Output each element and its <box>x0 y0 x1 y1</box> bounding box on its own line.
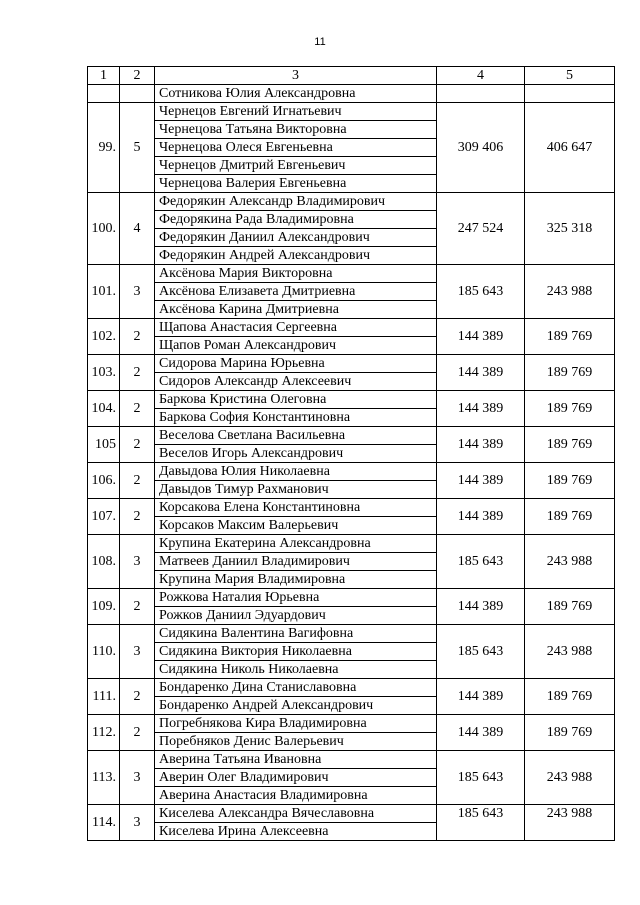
person-name: Корсакова Елена Константиновна <box>155 499 437 517</box>
amount-col-5: 189 769 <box>525 319 615 355</box>
amount-col-5: 189 769 <box>525 427 615 463</box>
table-body <box>88 85 615 841</box>
table-row <box>88 355 615 373</box>
row-number: 103. <box>88 355 120 391</box>
family-size: 2 <box>120 355 155 391</box>
family-size: 3 <box>120 265 155 319</box>
amount-col-5: 243 988 <box>525 265 615 319</box>
person-name: Киселева Александра Вячеславовна <box>155 805 437 823</box>
family-size: 5 <box>120 103 155 193</box>
table-row <box>88 85 615 103</box>
family-size: 4 <box>120 193 155 265</box>
row-number: 100. <box>88 193 120 265</box>
amount-col-4: 144 389 <box>437 319 525 355</box>
person-name: Федорякин Андрей Александрович <box>155 247 437 265</box>
family-size: 2 <box>120 427 155 463</box>
amount-col-5 <box>525 85 615 103</box>
amount-col-5: 189 769 <box>525 589 615 625</box>
header-col-2: 2 <box>120 67 155 85</box>
table-row <box>88 589 615 607</box>
amount-col-4: 144 389 <box>437 427 525 463</box>
table-row <box>88 499 615 517</box>
amount-col-4: 144 389 <box>437 499 525 535</box>
person-name: Чернецова Татьяна Викторовна <box>155 121 437 139</box>
amount-col-5: 189 769 <box>525 463 615 499</box>
person-name: Баркова Кристина Олеговна <box>155 391 437 409</box>
table-row <box>88 319 615 337</box>
person-name: Крупина Екатерина Александровна <box>155 535 437 553</box>
amount-col-5: 243 988 <box>525 535 615 589</box>
family-size: 3 <box>120 751 155 805</box>
amount-col-4: 185 643 <box>437 625 525 679</box>
person-name: Веселова Светлана Васильевна <box>155 427 437 445</box>
amount-col-5: 406 647 <box>525 103 615 193</box>
person-name: Рожков Даниил Эдуардович <box>155 607 437 625</box>
amount-col-5: 189 769 <box>525 499 615 535</box>
amount-col-4: 309 406 <box>437 103 525 193</box>
amount-col-5: 243 988 <box>525 625 615 679</box>
person-name: Поребняков Денис Валерьевич <box>155 733 437 751</box>
person-name: Чернецов Дмитрий Евгеньевич <box>155 157 437 175</box>
amount-col-5: 325 318 <box>525 193 615 265</box>
table-row <box>88 463 615 481</box>
header-col-3: 3 <box>155 67 437 85</box>
person-name: Аксёнова Мария Викторовна <box>155 265 437 283</box>
row-number: 114. <box>88 805 120 841</box>
person-name: Щапов Роман Александрович <box>155 337 437 355</box>
person-name: Сидякина Валентина Вагифовна <box>155 625 437 643</box>
amount-col-5: 189 769 <box>525 355 615 391</box>
person-name: Чернецова Валерия Евгеньевна <box>155 175 437 193</box>
amount-col-4: 144 389 <box>437 679 525 715</box>
person-name: Аверина Анастасия Владимировна <box>155 787 437 805</box>
family-size: 2 <box>120 319 155 355</box>
amount-col-4: 144 389 <box>437 391 525 427</box>
table-row <box>88 679 615 697</box>
recipients-table <box>87 66 615 841</box>
header-row <box>88 67 615 85</box>
amount-col-5: 189 769 <box>525 391 615 427</box>
person-name: Сидякина Виктория Николаевна <box>155 643 437 661</box>
header-col-1: 1 <box>88 67 120 85</box>
family-size: 2 <box>120 679 155 715</box>
table-row <box>88 391 615 409</box>
row-number: 105 <box>88 427 120 463</box>
amount-col-4: 185 643 <box>437 265 525 319</box>
person-name: Федорякина Рада Владимировна <box>155 211 437 229</box>
header-col-4: 4 <box>437 67 525 85</box>
family-size: 2 <box>120 391 155 427</box>
page-number: 11 <box>314 36 326 48</box>
row-number: 102. <box>88 319 120 355</box>
person-name: Сидорова Марина Юрьевна <box>155 355 437 373</box>
person-name: Сидякина Николь Николаевна <box>155 661 437 679</box>
family-size: 3 <box>120 625 155 679</box>
row-number: 101. <box>88 265 120 319</box>
person-name: Корсаков Максим Валерьевич <box>155 517 437 535</box>
table-row <box>88 535 615 553</box>
person-name: Киселева Ирина Алексеевна <box>155 823 437 841</box>
family-size: 3 <box>120 805 155 841</box>
person-name: Рожкова Наталия Юрьевна <box>155 589 437 607</box>
row-number: 107. <box>88 499 120 535</box>
amount-col-4: 185 643 <box>437 805 525 841</box>
table-row <box>88 625 615 643</box>
family-size <box>120 85 155 103</box>
person-name: Баркова София Константиновна <box>155 409 437 427</box>
person-name: Чернецов Евгений Игнатьевич <box>155 103 437 121</box>
row-number: 108. <box>88 535 120 589</box>
person-name: Федорякин Даниил Александрович <box>155 229 437 247</box>
amount-col-4: 144 389 <box>437 589 525 625</box>
person-name: Аверина Татьяна Ивановна <box>155 751 437 769</box>
table-row <box>88 193 615 211</box>
person-name: Сотникова Юлия Александровна <box>155 85 437 103</box>
family-size: 2 <box>120 589 155 625</box>
amount-col-4 <box>437 85 525 103</box>
family-size: 2 <box>120 715 155 751</box>
row-number: 104. <box>88 391 120 427</box>
row-number: 113. <box>88 751 120 805</box>
row-number <box>88 85 120 103</box>
family-size: 3 <box>120 535 155 589</box>
header-col-5: 5 <box>525 67 615 85</box>
person-name: Бондаренко Андрей Александрович <box>155 697 437 715</box>
amount-col-4: 144 389 <box>437 355 525 391</box>
amount-col-4: 144 389 <box>437 715 525 751</box>
table-row <box>88 427 615 445</box>
person-name: Веселов Игорь Александрович <box>155 445 437 463</box>
person-name: Давыдов Тимур Рахманович <box>155 481 437 499</box>
table-row <box>88 715 615 733</box>
person-name: Матвеев Даниил Владимирович <box>155 553 437 571</box>
person-name: Федорякин Александр Владимирович <box>155 193 437 211</box>
person-name: Крупина Мария Владимировна <box>155 571 437 589</box>
person-name: Аксёнова Карина Дмитриевна <box>155 301 437 319</box>
amount-col-4: 144 389 <box>437 463 525 499</box>
amount-col-4: 247 524 <box>437 193 525 265</box>
person-name: Давыдова Юлия Николаевна <box>155 463 437 481</box>
person-name: Сидоров Александр Алексеевич <box>155 373 437 391</box>
table-row <box>88 103 615 121</box>
family-size: 2 <box>120 499 155 535</box>
amount-col-4: 185 643 <box>437 751 525 805</box>
row-number: 110. <box>88 625 120 679</box>
row-number: 112. <box>88 715 120 751</box>
row-number: 106. <box>88 463 120 499</box>
amount-col-5: 243 988 <box>525 805 615 841</box>
amount-col-5: 189 769 <box>525 715 615 751</box>
row-number: 99. <box>88 103 120 193</box>
amount-col-5: 243 988 <box>525 751 615 805</box>
person-name: Аверин Олег Владимирович <box>155 769 437 787</box>
person-name: Аксёнова Елизавета Дмитриевна <box>155 283 437 301</box>
amount-col-5: 189 769 <box>525 679 615 715</box>
person-name: Погребнякова Кира Владимировна <box>155 715 437 733</box>
amount-col-4: 185 643 <box>437 535 525 589</box>
family-size: 2 <box>120 463 155 499</box>
table-row <box>88 805 615 823</box>
row-number: 111. <box>88 679 120 715</box>
row-number: 109. <box>88 589 120 625</box>
person-name: Бондаренко Дина Станиславовна <box>155 679 437 697</box>
person-name: Чернецова Олеся Евгеньевна <box>155 139 437 157</box>
table-row <box>88 751 615 769</box>
table-row <box>88 265 615 283</box>
person-name: Щапова Анастасия Сергеевна <box>155 319 437 337</box>
